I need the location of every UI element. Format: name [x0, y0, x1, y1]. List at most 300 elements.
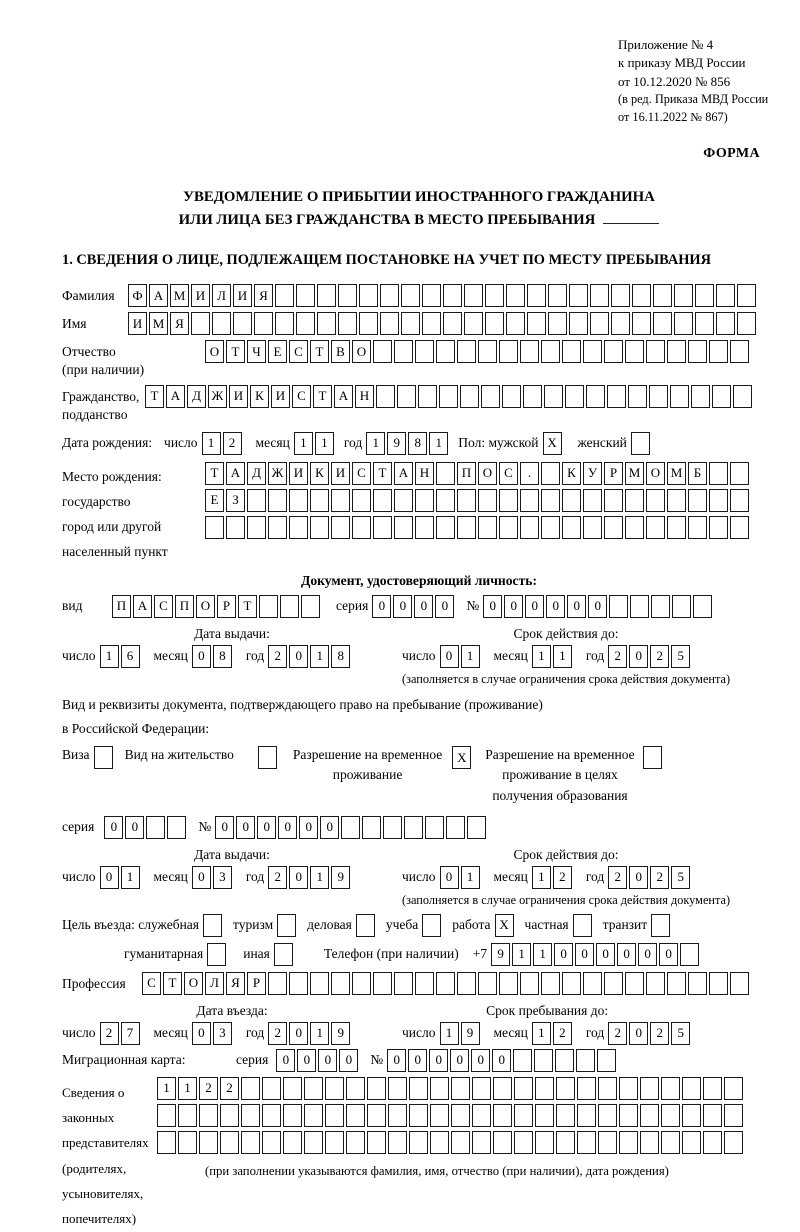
char-cell[interactable] — [555, 1049, 574, 1072]
char-cell[interactable] — [565, 385, 584, 408]
char-cell[interactable] — [430, 1104, 449, 1127]
char-cell[interactable] — [682, 1131, 701, 1154]
char-cell[interactable] — [604, 972, 623, 995]
char-cell[interactable] — [667, 972, 686, 995]
char-cell[interactable]: 0 — [289, 1022, 308, 1045]
char-cell[interactable] — [415, 972, 434, 995]
char-cell[interactable]: 0 — [504, 595, 523, 618]
char-cell[interactable] — [262, 1104, 281, 1127]
char-cell[interactable] — [499, 340, 518, 363]
char-cell[interactable] — [415, 489, 434, 512]
char-cell[interactable]: 1 — [310, 1022, 329, 1045]
char-cell[interactable] — [730, 489, 749, 512]
char-cell[interactable] — [688, 489, 707, 512]
char-cell[interactable] — [157, 1131, 176, 1154]
char-cell[interactable] — [275, 284, 294, 307]
char-cell[interactable] — [502, 385, 521, 408]
char-cell[interactable] — [523, 385, 542, 408]
char-cell[interactable]: 1 — [100, 645, 119, 668]
char-cell[interactable]: 8 — [331, 645, 350, 668]
char-cell[interactable] — [241, 1104, 260, 1127]
char-cell[interactable]: 0 — [471, 1049, 490, 1072]
char-cell[interactable] — [199, 1131, 218, 1154]
char-cell[interactable]: 0 — [257, 816, 276, 839]
char-cell[interactable]: 0 — [339, 1049, 358, 1072]
char-cell[interactable] — [430, 1077, 449, 1100]
char-cell[interactable]: 0 — [414, 595, 433, 618]
char-cell[interactable]: Р — [217, 595, 236, 618]
char-cell[interactable] — [670, 385, 689, 408]
char-cell[interactable]: 0 — [596, 943, 615, 966]
char-cell[interactable] — [680, 943, 699, 966]
char-cell[interactable]: Н — [415, 462, 434, 485]
char-cell[interactable]: 8 — [408, 432, 427, 455]
char-cell[interactable]: 1 — [315, 432, 334, 455]
char-cell[interactable] — [280, 595, 299, 618]
char-cell[interactable] — [653, 312, 672, 335]
char-cell[interactable]: 1 — [294, 432, 313, 455]
char-cell[interactable]: 2 — [223, 432, 242, 455]
char-cell[interactable] — [226, 516, 245, 539]
char-cell[interactable] — [367, 1131, 386, 1154]
char-cell[interactable]: 1 — [429, 432, 448, 455]
char-cell[interactable] — [730, 340, 749, 363]
char-cell[interactable] — [356, 914, 375, 937]
char-cell[interactable]: 0 — [393, 595, 412, 618]
char-cell[interactable]: 0 — [546, 595, 565, 618]
char-cell[interactable]: 0 — [440, 645, 459, 668]
char-cell[interactable] — [331, 972, 350, 995]
char-cell[interactable] — [646, 340, 665, 363]
char-cell[interactable] — [577, 1104, 596, 1127]
char-cell[interactable]: Т — [226, 340, 245, 363]
char-cell[interactable] — [703, 1077, 722, 1100]
char-cell[interactable]: X — [452, 746, 471, 769]
char-cell[interactable]: П — [457, 462, 476, 485]
char-cell[interactable] — [619, 1131, 638, 1154]
char-cell[interactable]: 2 — [268, 645, 287, 668]
char-cell[interactable]: 0 — [629, 1022, 648, 1045]
char-cell[interactable] — [436, 516, 455, 539]
char-cell[interactable]: 1 — [512, 943, 531, 966]
char-cell[interactable] — [716, 284, 735, 307]
char-cell[interactable]: 0 — [567, 595, 586, 618]
char-cell[interactable] — [499, 972, 518, 995]
char-cell[interactable] — [247, 489, 266, 512]
char-cell[interactable] — [207, 943, 226, 966]
char-cell[interactable]: 0 — [429, 1049, 448, 1072]
char-cell[interactable]: 0 — [492, 1049, 511, 1072]
char-cell[interactable] — [167, 816, 186, 839]
char-cell[interactable] — [199, 1104, 218, 1127]
char-cell[interactable]: А — [334, 385, 353, 408]
char-cell[interactable]: С — [499, 462, 518, 485]
char-cell[interactable] — [146, 816, 165, 839]
char-cell[interactable] — [409, 1077, 428, 1100]
char-cell[interactable]: А — [133, 595, 152, 618]
char-cell[interactable] — [304, 1131, 323, 1154]
char-cell[interactable] — [556, 1077, 575, 1100]
char-cell[interactable] — [499, 516, 518, 539]
char-cell[interactable] — [283, 1077, 302, 1100]
char-cell[interactable]: 0 — [525, 595, 544, 618]
char-cell[interactable] — [472, 1131, 491, 1154]
char-cell[interactable] — [548, 284, 567, 307]
char-cell[interactable]: 1 — [532, 1022, 551, 1045]
char-cell[interactable] — [451, 1077, 470, 1100]
char-cell[interactable] — [724, 1077, 743, 1100]
char-cell[interactable] — [691, 385, 710, 408]
char-cell[interactable]: 0 — [320, 816, 339, 839]
char-cell[interactable]: О — [205, 340, 224, 363]
char-cell[interactable]: 6 — [121, 645, 140, 668]
char-cell[interactable]: 0 — [483, 595, 502, 618]
char-cell[interactable] — [460, 385, 479, 408]
char-cell[interactable] — [457, 340, 476, 363]
char-cell[interactable]: К — [562, 462, 581, 485]
char-cell[interactable]: 0 — [192, 1022, 211, 1045]
char-cell[interactable]: X — [495, 914, 514, 937]
char-cell[interactable] — [394, 340, 413, 363]
char-cell[interactable] — [724, 1131, 743, 1154]
char-cell[interactable] — [241, 1077, 260, 1100]
char-cell[interactable]: 1 — [553, 645, 572, 668]
char-cell[interactable] — [464, 284, 483, 307]
char-cell[interactable]: Ч — [247, 340, 266, 363]
char-cell[interactable] — [394, 516, 413, 539]
char-cell[interactable] — [367, 1077, 386, 1100]
char-cell[interactable]: 2 — [268, 1022, 287, 1045]
char-cell[interactable]: Т — [145, 385, 164, 408]
char-cell[interactable] — [640, 1077, 659, 1100]
char-cell[interactable] — [548, 312, 567, 335]
char-cell[interactable]: А — [394, 462, 413, 485]
char-cell[interactable] — [631, 432, 650, 455]
char-cell[interactable] — [541, 516, 560, 539]
char-cell[interactable] — [205, 516, 224, 539]
char-cell[interactable] — [373, 489, 392, 512]
char-cell[interactable] — [301, 595, 320, 618]
char-cell[interactable]: И — [191, 284, 210, 307]
char-cell[interactable]: Т — [163, 972, 182, 995]
char-cell[interactable]: 2 — [650, 645, 669, 668]
char-cell[interactable] — [352, 489, 371, 512]
char-cell[interactable] — [541, 340, 560, 363]
char-cell[interactable] — [688, 972, 707, 995]
char-cell[interactable] — [640, 1104, 659, 1127]
char-cell[interactable] — [268, 972, 287, 995]
char-cell[interactable] — [527, 284, 546, 307]
char-cell[interactable]: С — [154, 595, 173, 618]
char-cell[interactable]: 0 — [617, 943, 636, 966]
char-cell[interactable] — [630, 595, 649, 618]
char-cell[interactable] — [338, 284, 357, 307]
char-cell[interactable] — [436, 489, 455, 512]
char-cell[interactable]: О — [478, 462, 497, 485]
char-cell[interactable]: 1 — [310, 866, 329, 889]
char-cell[interactable] — [667, 489, 686, 512]
char-cell[interactable]: 0 — [318, 1049, 337, 1072]
char-cell[interactable]: Е — [205, 489, 224, 512]
char-cell[interactable]: О — [646, 462, 665, 485]
char-cell[interactable] — [625, 516, 644, 539]
char-cell[interactable] — [430, 1131, 449, 1154]
char-cell[interactable] — [394, 489, 413, 512]
char-cell[interactable]: О — [184, 972, 203, 995]
char-cell[interactable]: 1 — [366, 432, 385, 455]
char-cell[interactable] — [590, 284, 609, 307]
char-cell[interactable] — [514, 1077, 533, 1100]
char-cell[interactable] — [457, 972, 476, 995]
char-cell[interactable] — [376, 385, 395, 408]
char-cell[interactable] — [640, 1131, 659, 1154]
char-cell[interactable]: Ф — [128, 284, 147, 307]
char-cell[interactable] — [346, 1131, 365, 1154]
char-cell[interactable] — [590, 312, 609, 335]
char-cell[interactable] — [514, 1131, 533, 1154]
char-cell[interactable] — [439, 385, 458, 408]
char-cell[interactable] — [646, 516, 665, 539]
char-cell[interactable] — [409, 1104, 428, 1127]
char-cell[interactable] — [703, 1104, 722, 1127]
char-cell[interactable] — [562, 340, 581, 363]
char-cell[interactable] — [277, 914, 296, 937]
char-cell[interactable]: С — [142, 972, 161, 995]
char-cell[interactable]: 0 — [659, 943, 678, 966]
char-cell[interactable]: 1 — [461, 645, 480, 668]
char-cell[interactable] — [541, 972, 560, 995]
char-cell[interactable] — [493, 1131, 512, 1154]
char-cell[interactable]: С — [292, 385, 311, 408]
char-cell[interactable] — [436, 340, 455, 363]
char-cell[interactable] — [674, 312, 693, 335]
char-cell[interactable] — [576, 1049, 595, 1072]
char-cell[interactable] — [472, 1104, 491, 1127]
char-cell[interactable] — [709, 462, 728, 485]
char-cell[interactable] — [534, 1049, 553, 1072]
char-cell[interactable]: 3 — [213, 1022, 232, 1045]
char-cell[interactable]: 0 — [100, 866, 119, 889]
char-cell[interactable] — [268, 516, 287, 539]
char-cell[interactable] — [569, 284, 588, 307]
char-cell[interactable] — [556, 1131, 575, 1154]
char-cell[interactable] — [304, 1104, 323, 1127]
char-cell[interactable] — [409, 1131, 428, 1154]
char-cell[interactable] — [649, 385, 668, 408]
char-cell[interactable]: А — [166, 385, 185, 408]
char-cell[interactable]: 0 — [408, 1049, 427, 1072]
char-cell[interactable] — [457, 489, 476, 512]
char-cell[interactable] — [178, 1131, 197, 1154]
char-cell[interactable] — [520, 489, 539, 512]
char-cell[interactable] — [628, 385, 647, 408]
char-cell[interactable] — [688, 340, 707, 363]
char-cell[interactable]: 1 — [532, 645, 551, 668]
char-cell[interactable] — [451, 1131, 470, 1154]
char-cell[interactable]: О — [196, 595, 215, 618]
char-cell[interactable] — [283, 1131, 302, 1154]
char-cell[interactable] — [388, 1077, 407, 1100]
char-cell[interactable] — [310, 516, 329, 539]
char-cell[interactable] — [709, 340, 728, 363]
char-cell[interactable]: Д — [187, 385, 206, 408]
char-cell[interactable] — [625, 972, 644, 995]
char-cell[interactable] — [352, 972, 371, 995]
char-cell[interactable] — [254, 312, 273, 335]
char-cell[interactable] — [401, 312, 420, 335]
char-cell[interactable] — [646, 489, 665, 512]
char-cell[interactable]: 9 — [331, 1022, 350, 1045]
char-cell[interactable]: 0 — [629, 645, 648, 668]
char-cell[interactable]: 1 — [533, 943, 552, 966]
char-cell[interactable] — [422, 312, 441, 335]
char-cell[interactable] — [604, 489, 623, 512]
char-cell[interactable] — [520, 972, 539, 995]
char-cell[interactable] — [709, 516, 728, 539]
char-cell[interactable] — [583, 516, 602, 539]
char-cell[interactable] — [598, 1077, 617, 1100]
char-cell[interactable] — [598, 1131, 617, 1154]
char-cell[interactable] — [268, 489, 287, 512]
char-cell[interactable] — [583, 340, 602, 363]
char-cell[interactable]: И — [128, 312, 147, 335]
char-cell[interactable]: М — [667, 462, 686, 485]
char-cell[interactable] — [535, 1104, 554, 1127]
char-cell[interactable]: 9 — [461, 1022, 480, 1045]
char-cell[interactable] — [383, 816, 402, 839]
char-cell[interactable]: 0 — [278, 816, 297, 839]
char-cell[interactable]: М — [625, 462, 644, 485]
char-cell[interactable] — [415, 516, 434, 539]
char-cell[interactable] — [604, 516, 623, 539]
char-cell[interactable] — [274, 943, 293, 966]
char-cell[interactable] — [178, 1104, 197, 1127]
char-cell[interactable] — [352, 516, 371, 539]
char-cell[interactable]: 2 — [268, 866, 287, 889]
char-cell[interactable] — [514, 1104, 533, 1127]
char-cell[interactable] — [296, 284, 315, 307]
char-cell[interactable] — [709, 489, 728, 512]
char-cell[interactable] — [693, 595, 712, 618]
char-cell[interactable] — [535, 1077, 554, 1100]
char-cell[interactable] — [667, 340, 686, 363]
char-cell[interactable] — [499, 489, 518, 512]
char-cell[interactable]: С — [289, 340, 308, 363]
char-cell[interactable] — [619, 1077, 638, 1100]
char-cell[interactable] — [737, 312, 756, 335]
char-cell[interactable] — [520, 516, 539, 539]
char-cell[interactable] — [436, 462, 455, 485]
char-cell[interactable] — [275, 312, 294, 335]
char-cell[interactable] — [464, 312, 483, 335]
char-cell[interactable] — [506, 284, 525, 307]
char-cell[interactable]: 0 — [440, 866, 459, 889]
char-cell[interactable]: 0 — [125, 816, 144, 839]
char-cell[interactable] — [289, 516, 308, 539]
char-cell[interactable]: 2 — [199, 1077, 218, 1100]
char-cell[interactable]: 1 — [202, 432, 221, 455]
char-cell[interactable]: 0 — [588, 595, 607, 618]
char-cell[interactable] — [331, 516, 350, 539]
char-cell[interactable] — [674, 284, 693, 307]
char-cell[interactable]: 8 — [213, 645, 232, 668]
char-cell[interactable]: 0 — [289, 645, 308, 668]
char-cell[interactable]: 2 — [650, 1022, 669, 1045]
char-cell[interactable] — [404, 816, 423, 839]
char-cell[interactable] — [730, 972, 749, 995]
char-cell[interactable]: И — [271, 385, 290, 408]
char-cell[interactable] — [157, 1104, 176, 1127]
char-cell[interactable] — [346, 1077, 365, 1100]
char-cell[interactable] — [310, 972, 329, 995]
char-cell[interactable] — [619, 1104, 638, 1127]
char-cell[interactable]: Б — [688, 462, 707, 485]
char-cell[interactable]: Ж — [208, 385, 227, 408]
char-cell[interactable]: 0 — [289, 866, 308, 889]
char-cell[interactable]: Е — [268, 340, 287, 363]
char-cell[interactable] — [611, 284, 630, 307]
char-cell[interactable] — [397, 385, 416, 408]
char-cell[interactable] — [262, 1077, 281, 1100]
char-cell[interactable] — [562, 972, 581, 995]
char-cell[interactable]: Р — [247, 972, 266, 995]
char-cell[interactable] — [688, 516, 707, 539]
char-cell[interactable] — [527, 312, 546, 335]
char-cell[interactable] — [325, 1104, 344, 1127]
char-cell[interactable] — [520, 340, 539, 363]
char-cell[interactable]: П — [112, 595, 131, 618]
char-cell[interactable] — [446, 816, 465, 839]
char-cell[interactable] — [661, 1104, 680, 1127]
char-cell[interactable] — [241, 1131, 260, 1154]
char-cell[interactable]: Д — [247, 462, 266, 485]
char-cell[interactable] — [478, 972, 497, 995]
char-cell[interactable]: 2 — [608, 866, 627, 889]
char-cell[interactable]: 1 — [461, 866, 480, 889]
char-cell[interactable]: М — [149, 312, 168, 335]
char-cell[interactable]: Т — [310, 340, 329, 363]
char-cell[interactable] — [625, 489, 644, 512]
char-cell[interactable] — [493, 1077, 512, 1100]
char-cell[interactable] — [583, 972, 602, 995]
char-cell[interactable]: К — [250, 385, 269, 408]
char-cell[interactable] — [233, 312, 252, 335]
char-cell[interactable]: И — [289, 462, 308, 485]
char-cell[interactable] — [338, 312, 357, 335]
char-cell[interactable]: 2 — [100, 1022, 119, 1045]
char-cell[interactable]: Т — [205, 462, 224, 485]
char-cell[interactable]: 3 — [213, 866, 232, 889]
char-cell[interactable] — [380, 284, 399, 307]
char-cell[interactable] — [597, 1049, 616, 1072]
char-cell[interactable] — [733, 385, 752, 408]
char-cell[interactable] — [443, 284, 462, 307]
char-cell[interactable]: 0 — [297, 1049, 316, 1072]
char-cell[interactable] — [695, 312, 714, 335]
char-cell[interactable]: Л — [205, 972, 224, 995]
char-cell[interactable] — [513, 1049, 532, 1072]
char-cell[interactable] — [651, 595, 670, 618]
char-cell[interactable] — [609, 595, 628, 618]
char-cell[interactable]: 0 — [104, 816, 123, 839]
char-cell[interactable] — [220, 1131, 239, 1154]
char-cell[interactable] — [682, 1104, 701, 1127]
char-cell[interactable] — [646, 972, 665, 995]
char-cell[interactable] — [672, 595, 691, 618]
char-cell[interactable] — [541, 462, 560, 485]
char-cell[interactable]: У — [583, 462, 602, 485]
char-cell[interactable] — [388, 1131, 407, 1154]
